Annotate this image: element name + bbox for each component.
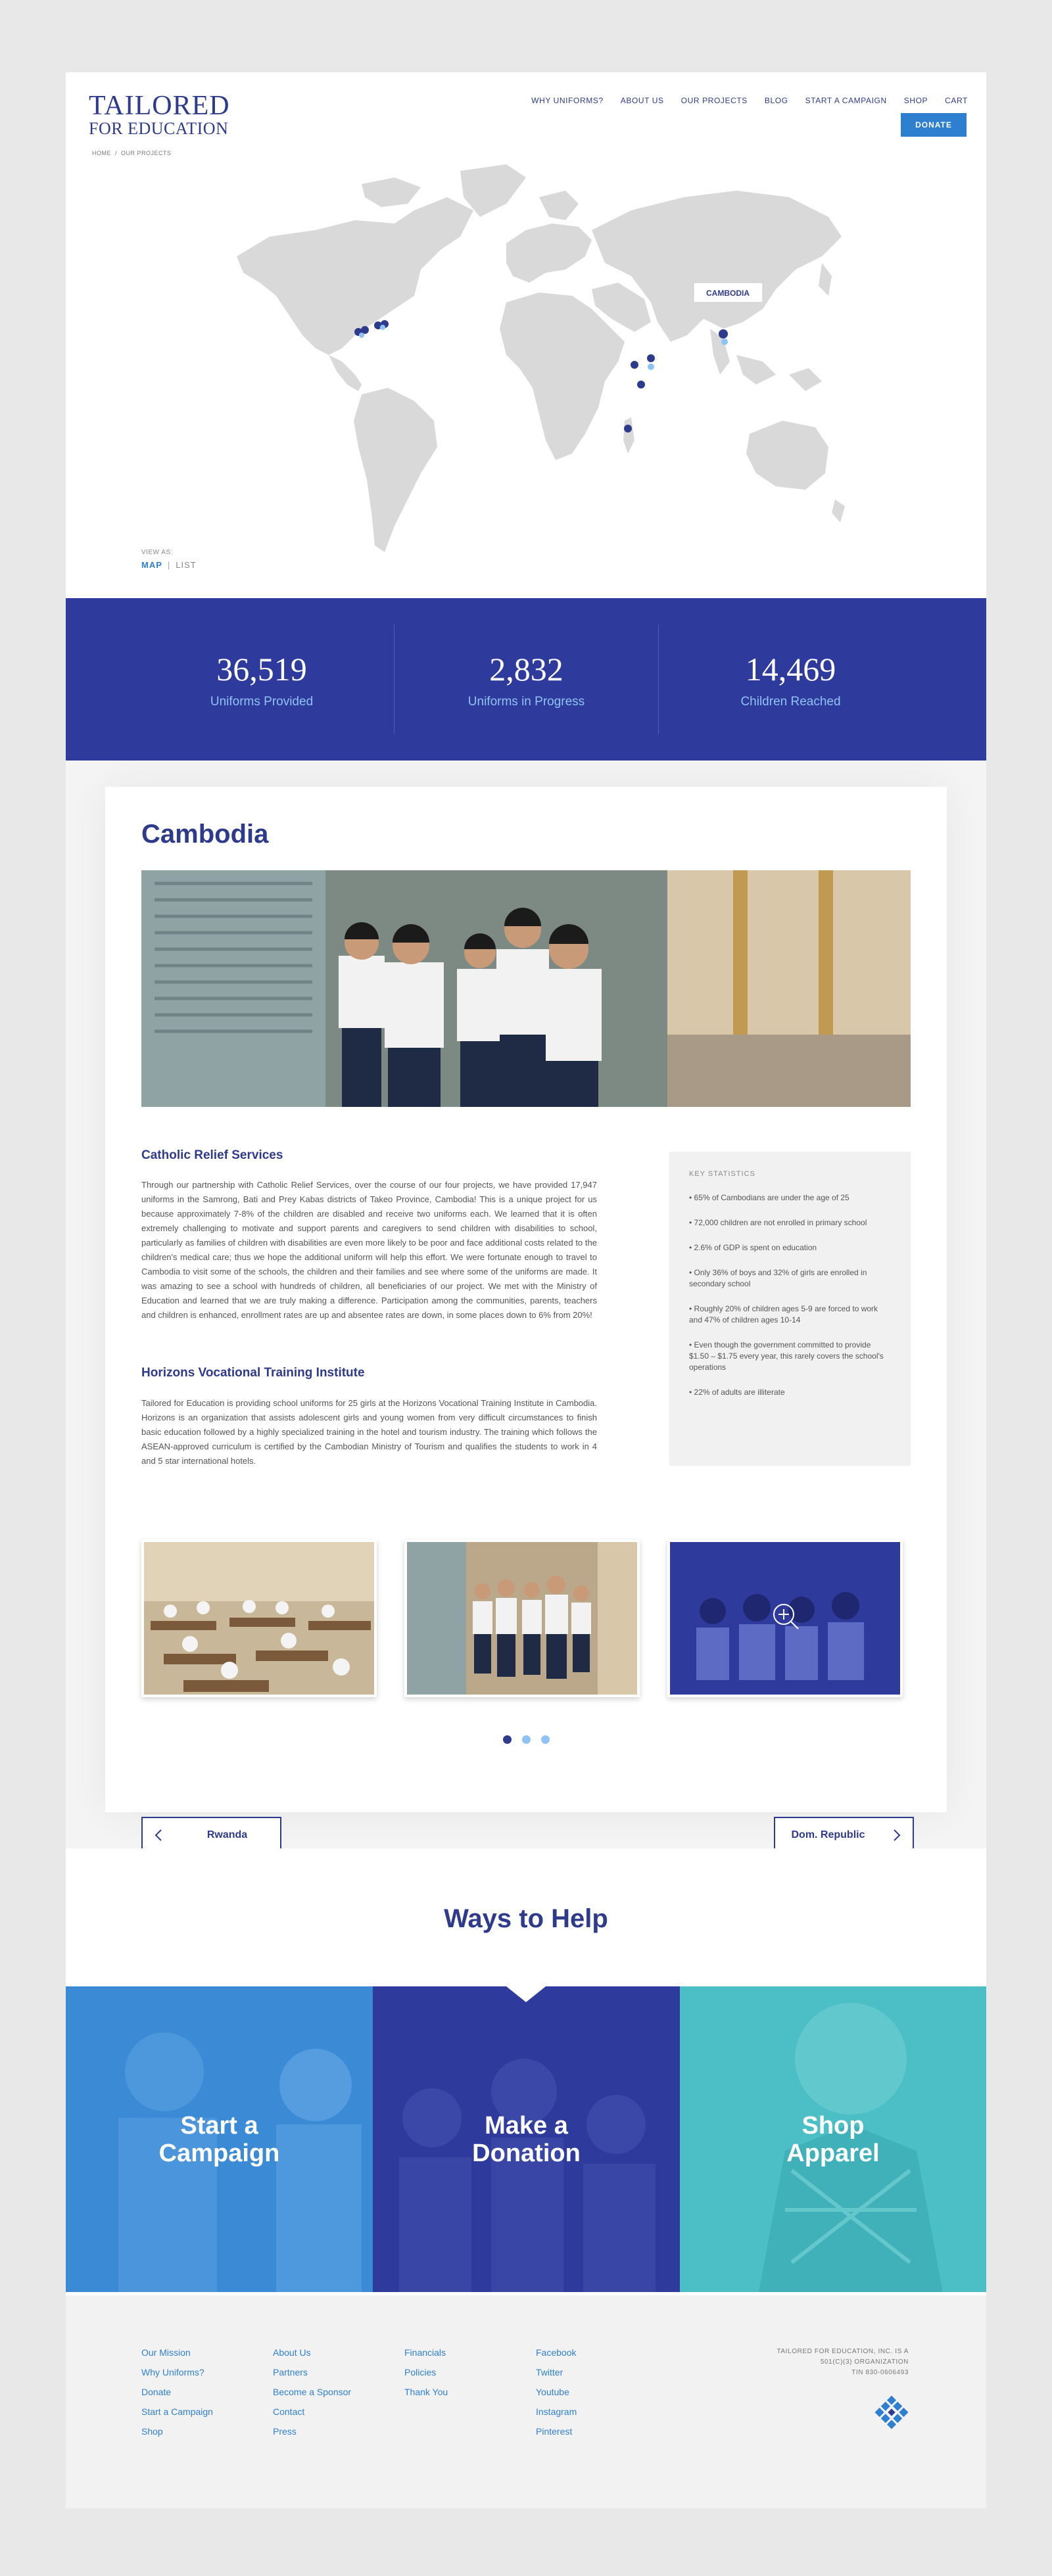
footer-link[interactable]: Shop xyxy=(141,2426,163,2437)
stat-value: 36,519 xyxy=(216,650,307,688)
breadcrumb xyxy=(92,150,172,156)
footer xyxy=(66,2295,986,2508)
world-map[interactable] xyxy=(197,158,855,578)
footer-link[interactable]: Financials xyxy=(404,2347,446,2358)
stats-bar xyxy=(66,598,986,761)
key-stat-item: • 65% of Cambodians are under the age of 25 xyxy=(689,1192,891,1204)
footer-link[interactable]: Become a Sponsor xyxy=(273,2387,352,2397)
view-toggle xyxy=(141,560,197,570)
footer-link-facebook[interactable]: Facebook xyxy=(536,2347,577,2358)
stat-label: Children Reached xyxy=(740,694,841,709)
footer-link-youtube[interactable]: Youtube xyxy=(536,2387,569,2397)
zoom-plus-icon[interactable] xyxy=(772,1603,801,1631)
ways-title: Ways to Help xyxy=(444,1904,608,1933)
stat-uniforms-provided xyxy=(130,598,394,761)
logo[interactable] xyxy=(89,92,230,138)
stat-children-reached xyxy=(658,624,922,734)
footer-link[interactable]: About Us xyxy=(273,2347,311,2358)
legal-line: 501(C)(3) ORGANIZATION xyxy=(820,2358,909,2366)
key-statistics-heading: KEY STATISTICS xyxy=(689,1170,755,1178)
footer-link[interactable]: Policies xyxy=(404,2367,437,2377)
prev-country-label: Rwanda xyxy=(206,1829,248,1840)
start-campaign-label: Start a Campaign xyxy=(158,2111,280,2167)
key-stat-item: • Roughly 20% of children ages 5-9 are forced to work and 47% of children ages 10-14 xyxy=(689,1303,891,1326)
logo-line-1: TAILORED xyxy=(89,91,230,121)
stat-label: Uniforms Provided xyxy=(210,694,314,709)
nav-blog[interactable]: BLOG xyxy=(764,96,788,105)
section-heading-crs: Catholic Relief Services xyxy=(141,1148,283,1162)
legal-line: TIN 830-0606493 xyxy=(851,2369,909,2376)
footer-column-1 xyxy=(141,2347,213,2438)
stat-value: 14,469 xyxy=(745,650,836,688)
gallery-thumb-uniforms[interactable] xyxy=(667,1539,903,1697)
view-map-button[interactable]: MAP xyxy=(141,560,162,570)
key-stat-item: • Only 36% of boys and 32% of girls are enrolled in secondary school xyxy=(689,1267,891,1290)
nav-shop[interactable]: SHOP xyxy=(903,96,928,105)
chevron-left-icon xyxy=(155,1829,162,1842)
footer-link[interactable]: Our Mission xyxy=(141,2347,191,2358)
hero-image xyxy=(141,870,911,1107)
gallery-thumb-students[interactable] xyxy=(404,1539,640,1697)
gallery-dot[interactable] xyxy=(503,1735,512,1744)
gallery-dot[interactable] xyxy=(541,1735,550,1744)
nav-cart[interactable]: CART xyxy=(945,96,968,105)
logo-line-2: FOR EDUCATION xyxy=(89,119,229,138)
stat-uniforms-in-progress xyxy=(394,624,658,734)
view-as-label: VIEW AS: xyxy=(141,549,173,556)
nav-our-projects[interactable]: OUR PROJECTS xyxy=(681,96,748,105)
key-statistics-list xyxy=(689,1192,891,1398)
breadcrumb-current: OUR PROJECTS xyxy=(121,150,172,156)
view-separator: | xyxy=(167,560,171,570)
nav-about-us[interactable]: ABOUT US xyxy=(620,96,664,105)
country-section xyxy=(66,761,986,1848)
legal-text xyxy=(777,2347,909,2378)
footer-link-instagram[interactable]: Instagram xyxy=(536,2406,577,2417)
key-stat-item: • 22% of adults are illiterate xyxy=(689,1387,891,1398)
footer-link[interactable]: Donate xyxy=(141,2387,172,2397)
footer-column-2 xyxy=(273,2347,351,2438)
main-nav xyxy=(531,96,968,105)
nav-start-campaign[interactable]: START A CAMPAIGN xyxy=(805,96,887,105)
breadcrumb-home[interactable]: HOME xyxy=(92,150,111,156)
section-body-crs: Through our partnership with Catholic Relief Services, over the course of our four projects, we have provided 17,947 uniforms in the Samrong, Bati and Prey Kabas districts of Takeo Province, Cambodia! This is a unique project for us because approximately 7-8% of the children are disabled and receive two uniforms each. We learned that it is often extremely challenging to motivate and support parents and caregivers to send children with disabilities to school, particularly as families of children with disabilities are even more likely to be poor and face additional costs related to the children's medical care; thus we hope the additional uniform will help this effort. We were fortunate enough to travel to Cambodia to visit some of the schools, the children and their families and see where some of the uniforms are made. It was amazing to see a school with hundreds of children, all beneficiaries of our project. We met with the Ministry of Education and learned that we are truly making a difference. Participation among the communities, parents, teachers and children is enhanced, enrollment rates are up and absentee rates are down, in some places down to 6% from 20%! xyxy=(141,1180,597,1320)
view-list-button[interactable]: LIST xyxy=(176,560,197,570)
photo-gallery xyxy=(141,1539,911,1697)
map-tooltip xyxy=(694,283,763,302)
start-campaign-panel[interactable] xyxy=(66,1986,373,2292)
ways-to-help xyxy=(66,1848,986,2295)
breadcrumb-separator: / xyxy=(115,150,118,156)
page xyxy=(66,72,986,2508)
footer-link[interactable]: Start a Campaign xyxy=(141,2406,213,2417)
make-donation-label: Make a Donation xyxy=(472,2111,581,2167)
shop-apparel-label: Shop Apparel xyxy=(786,2111,880,2167)
gallery-thumb-classroom[interactable] xyxy=(141,1539,377,1697)
footer-link[interactable]: Press xyxy=(273,2426,297,2437)
donate-button[interactable]: DONATE xyxy=(901,113,967,137)
section-heading-horizons: Horizons Vocational Training Institute xyxy=(141,1366,365,1380)
nav-why-uniforms[interactable]: WHY UNIFORMS? xyxy=(531,96,604,105)
map-tooltip-label: CAMBODIA xyxy=(706,289,750,298)
key-stat-item: • Even though the government committed to provide $1.50 – $1.75 every year, this rarely covers the school's operations xyxy=(689,1340,891,1373)
next-country-label: Dom. Republic xyxy=(791,1829,865,1840)
footer-logo-icon xyxy=(874,2395,909,2429)
chevron-right-icon xyxy=(893,1829,901,1842)
country-title: Cambodia xyxy=(141,820,269,849)
footer-link[interactable]: Why Uniforms? xyxy=(141,2367,204,2377)
panel-notch xyxy=(506,1986,546,2002)
key-stat-item: • 72,000 children are not enrolled in primary school xyxy=(689,1217,891,1229)
footer-column-social xyxy=(536,2347,577,2438)
footer-link-twitter[interactable]: Twitter xyxy=(536,2367,563,2377)
footer-link[interactable]: Thank You xyxy=(404,2387,448,2397)
footer-link[interactable]: Partners xyxy=(273,2367,308,2377)
section-body-horizons: Tailored for Education is providing school uniforms for 25 girls at the Horizons Vocational Training Institute in Cambodia. Horizons is an organization that assists adolescent girls and young women from very difficult circumstances to finish basic education followed by a highly specialized training in the hotel and tourism industry. The training which follows the ASEAN-approved curriculum is certified by the Cambodian Ministry of Tourism and qualifies the students to work in 4 and 5 star international hotels. xyxy=(141,1398,597,1466)
key-statistics-box xyxy=(669,1152,911,1466)
make-donation-panel[interactable] xyxy=(373,1986,680,2292)
footer-link[interactable]: Contact xyxy=(273,2406,305,2417)
stat-value: 2,832 xyxy=(489,650,563,688)
header xyxy=(66,72,986,598)
gallery-dot[interactable] xyxy=(522,1735,531,1744)
gallery-dots xyxy=(66,1735,986,1744)
footer-column-3 xyxy=(404,2347,448,2399)
key-stat-item: • 2.6% of GDP is spent on education xyxy=(689,1242,891,1253)
footer-link-pinterest[interactable]: Pinterest xyxy=(536,2426,573,2437)
shop-apparel-panel[interactable] xyxy=(680,1986,986,2292)
legal-line: TAILORED FOR EDUCATION, INC. IS A xyxy=(777,2348,909,2355)
stat-label: Uniforms in Progress xyxy=(467,694,585,709)
